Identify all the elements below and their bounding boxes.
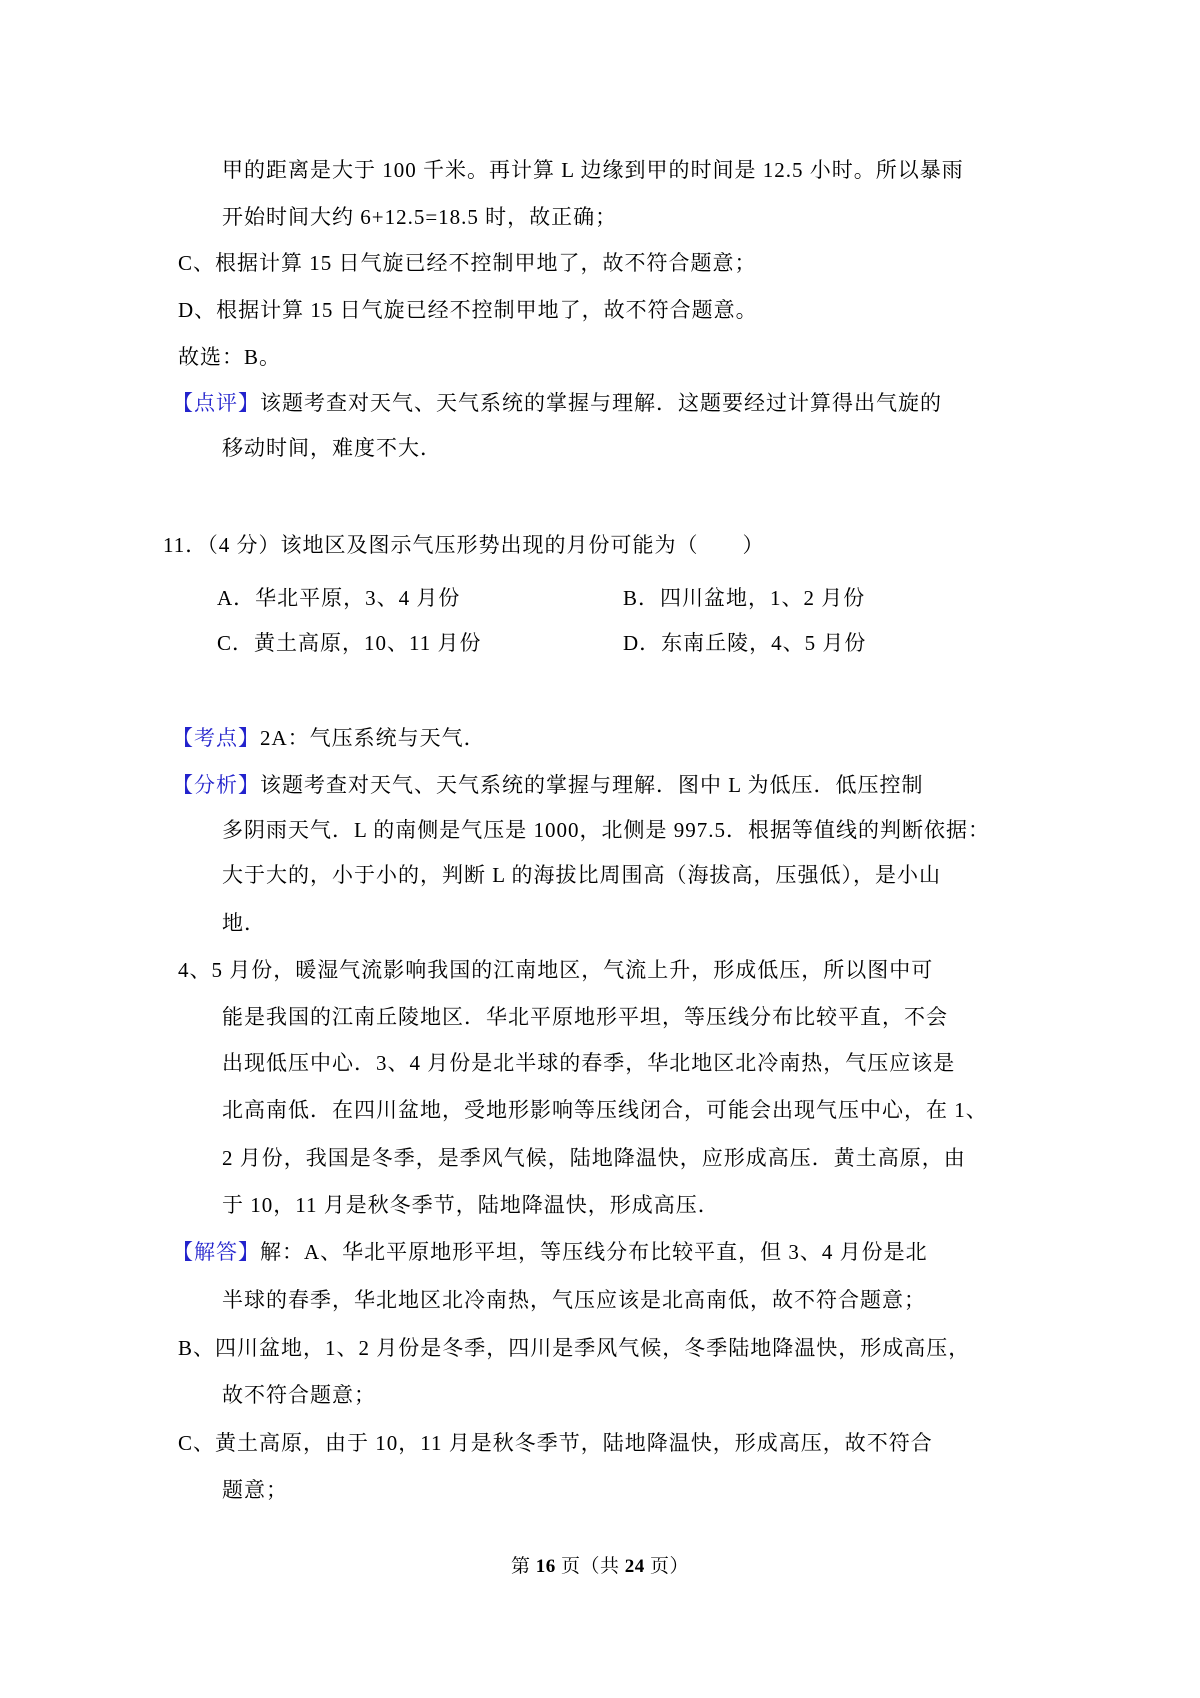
- jieda-text-1: 解：A、华北平原地形平坦，等压线分布比较平直，但 3、4 月份是北: [260, 1240, 928, 1264]
- q11-fenxi-para2-line-4: 北高南低．在四川盆地，受地形影响等压线闭合，可能会出现气压中心，在 1、: [222, 1098, 988, 1122]
- q10-option-d-analysis: D、根据计算 15 日气旋已经不控制甲地了，故不符合题意。: [178, 298, 758, 322]
- q11-jieda-line-3: B、四川盆地，1、2 月份是冬季，四川是季风气候，冬季陆地降温快，形成高压，: [178, 1336, 971, 1360]
- fenxi-label: 【分析】: [172, 773, 260, 797]
- kaodian-label: 【考点】: [172, 726, 260, 750]
- q10-comment-line-2: 移动时间，难度不大．: [222, 436, 442, 460]
- q11-jieda-line-1: [172, 1238, 928, 1266]
- q10-explanation-line-1: 甲的距离是大于 100 千米。再计算 L 边缘到甲的时间是 12.5 小时。所以暴雨: [222, 158, 964, 182]
- q11-stem: 11．（4 分）该地区及图示气压形势出现的月份可能为（ ）: [163, 533, 765, 557]
- footer-suffix: 页）: [644, 1556, 690, 1577]
- total-pages: 24: [624, 1556, 645, 1577]
- comment-text-1: 该题考查对天气、天气系统的掌握与理解．这题要经过计算得出气旋的: [260, 391, 942, 415]
- q11-fenxi-para2-line-6: 于 10，11 月是秋冬季节，陆地降温快，形成高压．: [222, 1193, 720, 1217]
- q10-explanation-line-2: 开始时间大约 6+12.5=18.5 时，故正确；: [222, 205, 618, 229]
- q11-jieda-line-5: C、黄土高原，由于 10，11 月是秋冬季节，陆地降温快，形成高压，故不符合: [178, 1431, 933, 1455]
- footer-middle: 页（共: [555, 1556, 625, 1577]
- q11-option-b: B．四川盆地，1、2 月份: [623, 586, 866, 610]
- footer-prefix: 第: [510, 1556, 536, 1577]
- q11-fenxi-para2-line-3: 出现低压中心．3、4 月份是北半球的春季，华北地区北冷南热，气压应该是: [222, 1051, 956, 1075]
- q11-option-a: A．华北平原，3、4 月份: [217, 586, 461, 610]
- q10-option-c-analysis: C、根据计算 15 日气旋已经不控制甲地了，故不符合题意；: [178, 251, 757, 275]
- q11-fenxi-para2-line-1: 4、5 月份，暖湿气流影响我国的江南地区，气流上升，形成低压，所以图中可: [178, 958, 934, 982]
- q10-comment-line-1: [172, 389, 942, 417]
- q11-fenxi-para2-line-5: 2 月份，我国是冬季，是季风气候，陆地降温快，应形成高压．黄土高原，由: [222, 1146, 966, 1170]
- comment-label: 【点评】: [172, 391, 260, 415]
- q11-kaodian-line: [172, 724, 486, 752]
- q10-conclusion: 故选：B。: [178, 345, 282, 369]
- page-footer: [0, 1551, 1200, 1578]
- q11-jieda-line-6: 题意；: [222, 1478, 288, 1502]
- page-number: 16: [535, 1556, 556, 1577]
- q11-fenxi-line-4: 地．: [222, 911, 266, 935]
- q11-fenxi-line-2: 多阴雨天气．L 的南侧是气压是 1000，北侧是 997.5．根据等值线的判断依据：: [222, 818, 991, 842]
- q11-fenxi-line-1: [172, 771, 924, 799]
- kaodian-text: 2A：气压系统与天气．: [260, 726, 486, 750]
- q11-fenxi-para2-line-2: 能是我国的江南丘陵地区．华北平原地形平坦，等压线分布比较平直，不会: [222, 1005, 948, 1029]
- q11-fenxi-line-3: 大于大的，小于小的，判断 L 的海拔比周围高（海拔高，压强低），是小山: [222, 863, 942, 887]
- fenxi-text-1: 该题考查对天气、天气系统的掌握与理解．图中 L 为低压．低压控制: [260, 773, 924, 797]
- q11-jieda-line-4: 故不符合题意；: [222, 1383, 376, 1407]
- jieda-label: 【解答】: [172, 1240, 260, 1264]
- q11-option-c: C．黄土高原，10、11 月份: [217, 631, 482, 655]
- q11-jieda-line-2: 半球的春季，华北地区北冷南热，气压应该是北高南低，故不符合题意；: [222, 1288, 926, 1312]
- q11-option-d: D．东南丘陵，4、5 月份: [623, 631, 867, 655]
